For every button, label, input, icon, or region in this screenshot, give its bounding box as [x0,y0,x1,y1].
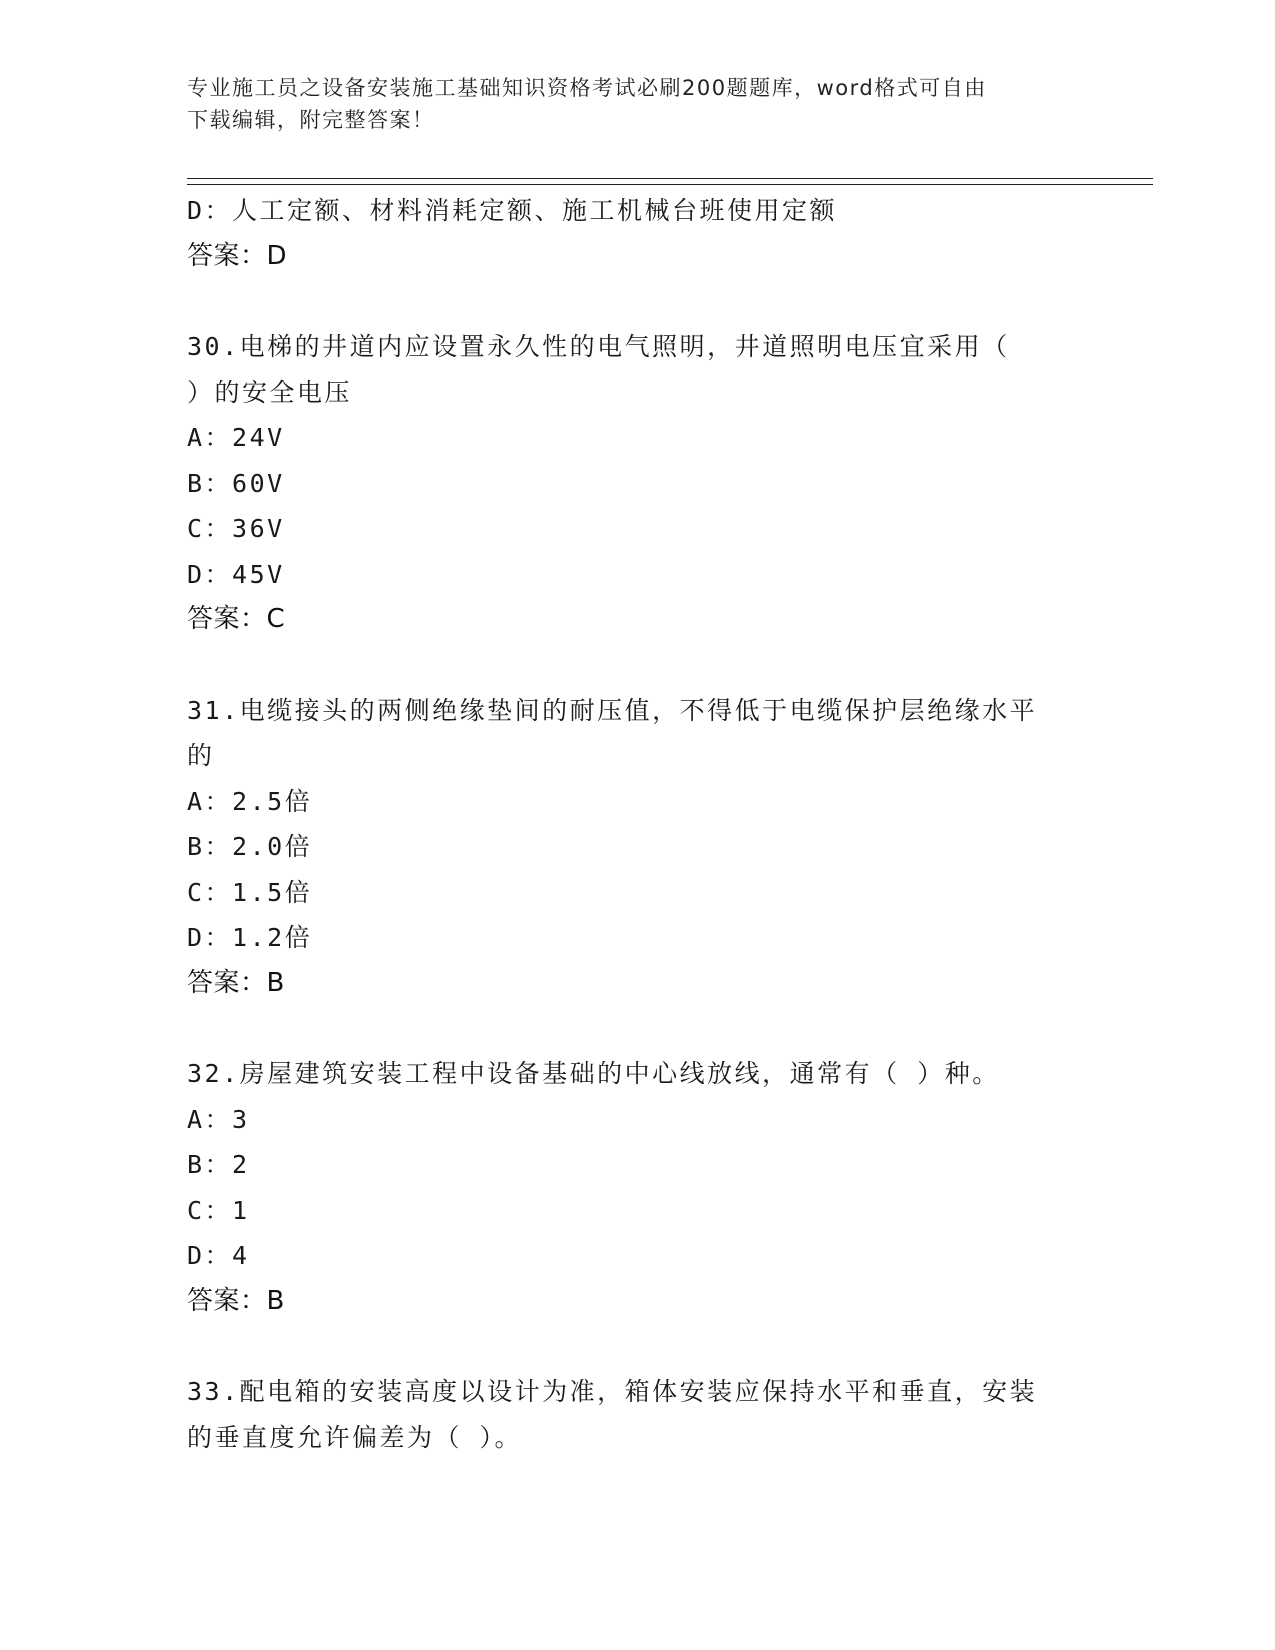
option-c: C：1.5倍 [187,877,313,907]
question-stem-line: 的垂直度允许偏差为（ ）。 [187,1422,523,1452]
question-33 [187,1369,1087,1460]
option-d: D：人工定额、材料消耗定额、施工机械台班使用定额 [187,196,838,225]
option-d: D：45V [187,559,285,589]
option-c: C：1 [187,1195,250,1225]
option-d: D：4 [187,1241,250,1270]
question-stem-line: 33.配电箱的安装高度以设计为准，箱体安装应保持水平和垂直，安装 [187,1377,1038,1406]
option-c: C：36V [187,514,285,543]
question-stem-line: 31.电缆接头的两侧绝缘垫间的耐压值，不得低于电缆保护层绝缘水平 [187,695,1038,725]
option-a: A：24V [187,423,285,452]
question-30 [187,324,1087,643]
document-header [187,72,1067,136]
question-31 [187,688,1087,1007]
option-b: B：2.0倍 [187,832,313,861]
answer: 答案：B [187,1285,285,1316]
question-stem-line: 32.房屋建筑安装工程中设备基础的中心线放线，通常有（ ）种。 [187,1059,1000,1088]
option-a: A：3 [187,1104,250,1134]
option-b: B：2 [187,1150,250,1179]
spacer [187,643,1087,688]
question-stem-line: ）的安全电压 [187,377,353,407]
header-divider-bottom [187,184,1153,185]
spacer [187,1006,1087,1051]
spacer [187,1324,1087,1369]
option-d: D：1.2倍 [187,923,313,952]
spacer [187,279,1087,324]
option-a: A：2.5倍 [187,786,313,816]
header-line-1: 专业施工员之设备安装施工基础知识资格考试必刷200题题库，word格式可自由 [187,76,987,100]
document-body [187,188,1087,1460]
question-stem-line: 的 [187,741,215,770]
answer: 答案：D [187,240,288,271]
option-b: B：60V [187,468,285,498]
header-line-2: 下载编辑，附完整答案！ [187,108,435,132]
question-stem-line: 30.电梯的井道内应设置永久性的电气照明，井道照明电压宜采用（ [187,332,1010,361]
question-32 [187,1051,1087,1324]
question-29-tail [187,188,1087,279]
answer: 答案：B [187,967,285,998]
answer: 答案：C [187,604,286,634]
header-divider-top [187,178,1153,179]
